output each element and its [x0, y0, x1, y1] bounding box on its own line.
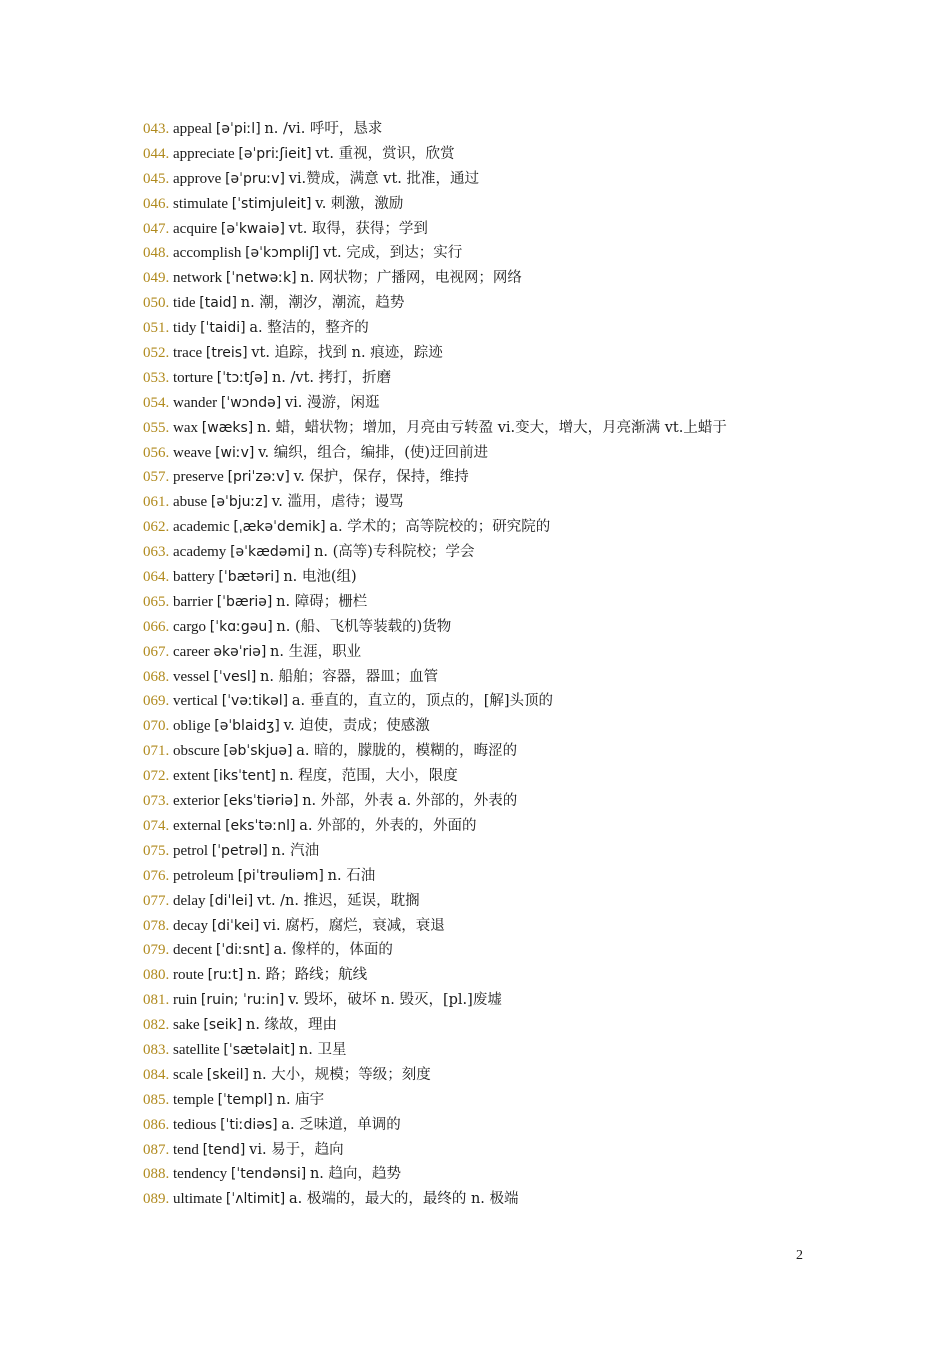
vocab-entry [143, 1138, 843, 1163]
entry-number: 047. [143, 220, 170, 237]
entry-word: stimulate [173, 195, 228, 212]
entry-phonetic: [ˈtempl] [217, 1091, 273, 1108]
entry-number: 087. [143, 1141, 170, 1158]
entry-phonetic: [əˈpruːv] [225, 170, 285, 187]
vocab-entry [143, 1187, 843, 1212]
entry-phonetic: [taid] [199, 295, 238, 312]
entry-definition: vt. 重视，赏识，欣赏 [315, 145, 455, 162]
entry-phonetic: [piˈtrəuliəm] [237, 867, 324, 884]
entry-phonetic: [priˈzəːv] [227, 469, 290, 486]
entry-definition: n. /vt. 拷打，折磨 [271, 369, 392, 386]
entry-word: decay [173, 917, 208, 934]
entry-number: 049. [143, 270, 170, 287]
vocab-entry [143, 988, 843, 1013]
entry-number: 051. [143, 320, 170, 337]
entry-word: appreciate [173, 145, 235, 162]
entry-word: approve [173, 170, 222, 187]
entry-number: 076. [143, 867, 170, 884]
entry-definition: n. 潮，潮汐，潮流，趋势 [240, 295, 405, 312]
entry-phonetic: [əˈblaidʒ] [214, 718, 280, 735]
entry-number: 057. [143, 469, 170, 486]
entry-phonetic: [ˈʌltimit] [225, 1191, 286, 1208]
entry-definition: vt. 完成，到达；实行 [323, 245, 463, 262]
vocab-entry [143, 1013, 843, 1038]
entry-phonetic: [ˈstimjuleit] [231, 195, 312, 212]
entry-word: vessel [173, 668, 210, 685]
entry-number: 055. [143, 419, 170, 436]
entry-number: 089. [143, 1191, 170, 1208]
entry-number: 056. [143, 444, 170, 461]
vocab-entry [143, 266, 843, 291]
vocabulary-list [143, 117, 843, 1212]
entry-word: tend [173, 1141, 199, 1158]
vocab-entry [143, 714, 843, 739]
vocab-entry [143, 739, 843, 764]
vocab-entry [143, 615, 843, 640]
entry-number: 073. [143, 793, 170, 810]
entry-definition: n. 船舶；容器，器皿；血管 [260, 668, 439, 685]
vocab-entry [143, 341, 843, 366]
vocab-entry [143, 167, 843, 192]
entry-definition: n. 障碍；栅栏 [276, 593, 368, 610]
entry-number: 064. [143, 569, 170, 586]
entry-word: satellite [173, 1041, 220, 1058]
entry-word: delay [173, 892, 206, 909]
vocab-entry [143, 142, 843, 167]
vocab-entry [143, 241, 843, 266]
entry-phonetic: [ˈwɔndə] [220, 394, 282, 411]
entry-definition: n. 外部，外表 a. 外部的，外表的 [302, 793, 518, 810]
entry-number: 066. [143, 618, 170, 635]
entry-phonetic: [əˈkwaiə] [220, 220, 285, 237]
entry-definition: vi.赞成，满意 vt. 批准，通过 [288, 170, 480, 187]
entry-phonetic: [ˈnetwəːk] [225, 270, 297, 287]
entry-number: 081. [143, 992, 170, 1009]
entry-phonetic: [əˈkɔmpliʃ] [245, 245, 320, 262]
vocab-entry [143, 565, 843, 590]
entry-phonetic: [ruin; ˈruːin] [200, 992, 285, 1009]
vocab-entry [143, 490, 843, 515]
entry-phonetic: [ˈdiːsnt] [215, 942, 270, 959]
entry-definition: v. 编织，组合，编排，(使)迂回前进 [258, 444, 489, 461]
entry-number: 069. [143, 693, 170, 710]
entry-definition: n. 庙宇 [276, 1091, 325, 1108]
entry-word: exterior [173, 793, 220, 810]
vocab-entry [143, 864, 843, 889]
vocab-entry [143, 217, 843, 242]
entry-word: academy [173, 544, 227, 561]
entry-word: network [173, 270, 223, 287]
entry-number: 080. [143, 967, 170, 984]
entry-phonetic: [ˈtɔːtʃə] [216, 369, 269, 386]
entry-phonetic: [treis] [205, 345, 248, 362]
entry-phonetic: [ˈkɑːgəu] [209, 618, 273, 635]
entry-phonetic: [ˈbætəri] [218, 569, 280, 586]
vocab-entry [143, 590, 843, 615]
entry-word: tendency [173, 1166, 228, 1183]
entry-number: 070. [143, 718, 170, 735]
entry-phonetic: [iksˈtent] [213, 768, 276, 785]
entry-definition: n. 卫星 [298, 1041, 347, 1058]
entry-word: ruin [173, 992, 198, 1009]
entry-phonetic: [ruːt] [207, 967, 244, 984]
entry-phonetic: [ˈtaidi] [200, 320, 246, 337]
entry-definition: vt. /n. 推迟，延误，耽搁 [256, 892, 420, 909]
entry-word: oblige [173, 718, 211, 735]
entry-number: 083. [143, 1041, 170, 1058]
vocab-entry [143, 291, 843, 316]
entry-number: 048. [143, 245, 170, 262]
entry-number: 078. [143, 917, 170, 934]
entry-phonetic: [əbˈskjuə] [223, 743, 293, 760]
entry-word: ultimate [173, 1191, 223, 1208]
entry-phonetic: [diˈlei] [209, 892, 254, 909]
entry-phonetic: [əˈpiːl] [215, 121, 261, 137]
entry-word: abuse [173, 494, 208, 511]
entry-definition: vi. 腐朽，腐烂，衰减，衰退 [263, 917, 445, 934]
vocab-entry [143, 192, 843, 217]
entry-definition: n. 趋向，趋势 [309, 1166, 402, 1183]
entry-phonetic: [əˈpriːʃieit] [238, 145, 312, 162]
vocab-entry [143, 1162, 843, 1187]
entry-number: 044. [143, 145, 170, 162]
entry-number: 063. [143, 544, 170, 561]
entry-number: 043. [143, 121, 170, 137]
entry-word: wax [173, 419, 198, 436]
vocab-entry [143, 540, 843, 565]
entry-phonetic: [wiːv] [215, 444, 255, 461]
vocab-entry [143, 1113, 843, 1138]
vocab-entry [143, 889, 843, 914]
entry-word: barrier [173, 593, 213, 610]
entry-phonetic: [ˌækəˈdemik] [233, 519, 326, 536]
vocab-entry [143, 441, 843, 466]
entry-number: 074. [143, 817, 170, 834]
entry-number: 071. [143, 743, 170, 760]
vocab-entry [143, 316, 843, 341]
vocab-entry [143, 665, 843, 690]
entry-definition: n. 蜡，蜡状物；增加，月亮由亏转盈 vi.变大，增大，月亮渐满 vt.上蜡于 [257, 419, 727, 436]
entry-definition: n. (船、飞机等装载的)货物 [276, 618, 452, 635]
entry-definition: vi. 漫游，闲逛 [284, 394, 380, 411]
vocab-entry [143, 640, 843, 665]
vocab-entry [143, 839, 843, 864]
entry-word: vertical [173, 693, 218, 710]
entry-phonetic: [diˈkei] [211, 917, 260, 934]
entry-word: battery [173, 569, 215, 586]
entry-phonetic: [ˈbæriə] [216, 593, 273, 610]
entry-word: academic [173, 519, 230, 536]
entry-number: 067. [143, 643, 170, 660]
entry-word: weave [173, 444, 212, 461]
entry-phonetic: [əˈbjuːz] [210, 494, 269, 511]
entry-phonetic: [ˈvesl] [213, 668, 257, 685]
vocab-entry [143, 515, 843, 540]
entry-definition: a. 暗的，朦胧的，模糊的，晦涩的 [296, 743, 518, 760]
entry-number: 062. [143, 519, 170, 536]
page-number: 2 [796, 1248, 803, 1263]
entry-word: tidy [173, 320, 197, 337]
entry-word: external [173, 817, 222, 834]
entry-definition: a. 像样的，体面的 [273, 942, 393, 959]
entry-number: 046. [143, 195, 170, 212]
entry-definition: n. (高等)专科院校；学会 [314, 544, 475, 561]
entry-word: obscure [173, 743, 220, 760]
entry-definition: n. 路；路线；航线 [247, 967, 368, 984]
entry-definition: n. 石油 [327, 867, 376, 884]
vocab-entry [143, 938, 843, 963]
entry-phonetic: əkəˈriə] [213, 643, 267, 660]
vocab-entry [143, 764, 843, 789]
entry-definition: vt. 追踪，找到 n. 痕迹，踪迹 [251, 345, 443, 362]
entry-phonetic: [ˈsætəlait] [223, 1041, 296, 1058]
entry-definition: v. 迫使，责成；使感激 [283, 718, 430, 735]
vocab-entry [143, 1088, 843, 1113]
vocab-entry [143, 391, 843, 416]
entry-phonetic: [seik] [203, 1017, 243, 1034]
entry-definition: v. 毁坏，破坏 n. 毁灭，[pl.]废墟 [288, 992, 502, 1009]
entry-definition: n. 电池(组) [283, 569, 357, 586]
entry-word: preserve [173, 469, 224, 486]
entry-phonetic: [ˈtiːdiəs] [220, 1116, 278, 1133]
entry-word: cargo [173, 618, 207, 635]
entry-number: 045. [143, 170, 170, 187]
entry-phonetic: [tend] [202, 1141, 246, 1158]
entry-word: tedious [173, 1116, 217, 1133]
vocab-entry [143, 1038, 843, 1063]
vocab-entry [143, 914, 843, 939]
entry-number: 065. [143, 593, 170, 610]
entry-word: petroleum [173, 867, 234, 884]
entry-word: decent [173, 942, 213, 959]
vocab-entry [143, 416, 843, 441]
entry-definition: a. 乏味道，单调的 [281, 1116, 401, 1133]
entry-number: 050. [143, 295, 170, 312]
entry-definition: n. 大小，规模；等级；刻度 [252, 1066, 431, 1083]
entry-definition: a. 整洁的，整齐的 [249, 320, 369, 337]
entry-word: career [173, 643, 210, 660]
entry-word: accomplish [173, 245, 242, 262]
entry-phonetic: [eksˈtiəriə] [223, 793, 299, 810]
entry-number: 082. [143, 1017, 170, 1034]
entry-phonetic: [eksˈtəːnl] [225, 817, 296, 834]
entry-definition: v. 滥用，虐待；谩骂 [271, 494, 404, 511]
entry-definition: a. 外部的，外表的，外面的 [299, 817, 477, 834]
entry-word: wander [173, 394, 218, 411]
entry-definition: vt. 取得，获得；学到 [288, 220, 428, 237]
entry-number: 086. [143, 1116, 170, 1133]
entry-word: torture [173, 369, 213, 386]
entry-number: 088. [143, 1166, 170, 1183]
entry-definition: a. 极端的，最大的，最终的 n. 极端 [289, 1191, 519, 1208]
entry-definition: n. /vi. 呼吁，恳求 [264, 121, 383, 137]
entry-number: 075. [143, 842, 170, 859]
entry-definition: n. 汽油 [271, 842, 320, 859]
entry-word: temple [173, 1091, 214, 1108]
entry-number: 061. [143, 494, 170, 511]
vocab-entry [143, 366, 843, 391]
entry-number: 084. [143, 1066, 170, 1083]
vocab-entry [143, 963, 843, 988]
vocab-entry [143, 814, 843, 839]
entry-word: trace [173, 345, 203, 362]
entry-definition: n. 缘故，理由 [245, 1017, 338, 1034]
entry-definition: v. 刺激，激励 [315, 195, 404, 212]
entry-phonetic: [ˈvəːtikəl] [221, 693, 289, 710]
entry-word: appeal [173, 121, 213, 137]
entry-word: petrol [173, 842, 208, 859]
entry-definition: vi. 易于，趋向 [249, 1141, 344, 1158]
entry-word: acquire [173, 220, 218, 237]
entry-definition: n. 网状物；广播网，电视网；网络 [300, 270, 522, 287]
entry-definition: n. 生涯，职业 [270, 643, 362, 660]
entry-number: 072. [143, 768, 170, 785]
entry-definition: v. 保护，保存，保持，维持 [293, 469, 469, 486]
vocab-entry [143, 1063, 843, 1088]
entry-word: sake [173, 1017, 200, 1034]
entry-number: 077. [143, 892, 170, 909]
vocab-entry [143, 689, 843, 714]
entry-number: 085. [143, 1091, 170, 1108]
entry-number: 052. [143, 345, 170, 362]
entry-definition: n. 程度，范围，大小，限度 [279, 768, 458, 785]
entry-phonetic: [skeil] [206, 1066, 249, 1083]
entry-word: scale [173, 1066, 203, 1083]
entry-word: extent [173, 768, 210, 785]
entry-number: 079. [143, 942, 170, 959]
vocab-entry [143, 117, 843, 142]
entry-word: tide [173, 295, 196, 312]
entry-definition: a. 学术的；高等院校的；研究院的 [329, 519, 551, 536]
entry-phonetic: [əˈkædəmi] [230, 544, 311, 561]
entry-definition: a. 垂直的，直立的，顶点的，[解]头顶的 [291, 693, 554, 710]
entry-number: 068. [143, 668, 170, 685]
entry-word: route [173, 967, 204, 984]
entry-number: 053. [143, 369, 170, 386]
entry-phonetic: [ˈtendənsi] [230, 1166, 307, 1183]
entry-number: 054. [143, 394, 170, 411]
entry-phonetic: [wæks] [201, 419, 254, 436]
entry-phonetic: [ˈpetrəl] [211, 842, 268, 859]
vocab-entry [143, 465, 843, 490]
vocab-entry [143, 789, 843, 814]
